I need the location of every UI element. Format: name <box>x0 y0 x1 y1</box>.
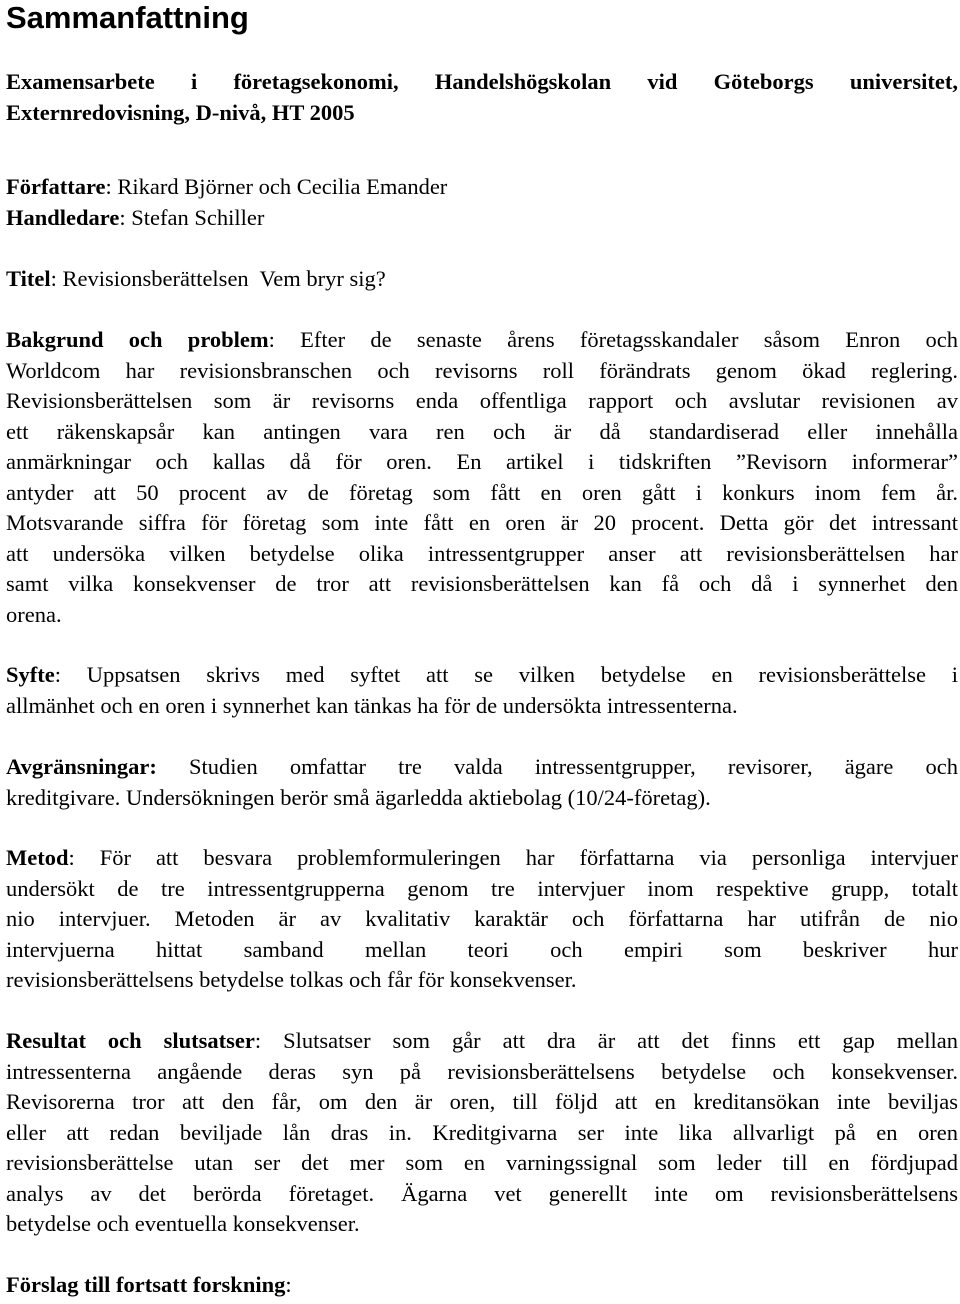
background-line: orena. <box>6 601 62 627</box>
purpose-label: Syfte <box>6 662 55 687</box>
further-research-section <box>6 1270 958 1301</box>
background-label: Bakgrund och problem <box>6 327 269 352</box>
purpose-line: allmänhet och en oren i synnerhet kan tänkas ha för de undersökta intressenterna. <box>6 692 738 718</box>
background-line: Revisionsberättelsen som är revisorns enda offentliga rapport och avslutar revisionen av <box>6 388 958 413</box>
purpose-line: Syfte: Uppsatsen skrivs med syftet att se vilken betydelse en revisionsberättelse i <box>6 662 958 687</box>
supervisor-row <box>6 203 958 234</box>
supervisor-label: Handledare <box>6 204 120 230</box>
background-line: antyder att 50 procent av de företag som fått en oren gått i konkurs inom fem år. <box>6 479 958 505</box>
titel-row <box>6 264 958 295</box>
background-line: att undersöka vilken betydelse olika intressentgrupper anser att revisionsberättelsen har <box>6 540 958 566</box>
delimitations-label: Avgränsningar: <box>6 754 157 779</box>
results-line: betydelse och eventuella konsekvenser. <box>6 1211 360 1236</box>
method-label: Metod <box>6 845 69 870</box>
results-line: intressenterna angående deras syn på revisionsberättelsens betydelse och konsekvenser. <box>6 1058 958 1084</box>
method-line: intervjuerna hittat samband mellan teori och empiri som beskriver hur <box>6 936 958 962</box>
background-line: Worldcom har revisionsbranschen och revisorns roll förändrats genom ökad reglering. <box>6 357 958 383</box>
background-line: ett räkenskapsår kan antingen vara ren och är då standardiserad eller innehålla <box>6 418 958 444</box>
delimitations-line: Avgränsningar: Studien omfattar tre valda intressentgrupper, revisorer, ägare och <box>6 754 958 779</box>
authors-row <box>6 172 958 203</box>
results-line: revisionsberättelse utan ser det mer som en varningssignal som leder till en fördjupad <box>6 1150 958 1175</box>
method-line: Metod: För att besvara problemformuleringen har författarna via personliga intervjuer <box>6 845 958 870</box>
background-line: samt vilka konsekvenser de tror att revisionsberättelsen kan få och då i synnerhet den <box>6 571 958 596</box>
supervisor-value: : Stefan Schiller <box>119 204 265 230</box>
course-line-2: Externredovisning, D-nivå, HT 2005 <box>6 99 355 125</box>
method-line: revisionsberättelsens betydelse tolkas och får för konsekvenser. <box>6 967 577 992</box>
authors-value: : Rikard Björner och Cecilia Emander <box>105 174 448 199</box>
background-section <box>6 325 958 630</box>
purpose-section <box>6 660 958 721</box>
results-line: eller att redan beviljade lån dras in. Kreditgivarna ser inte lika allvarligt på en oren <box>6 1119 958 1145</box>
results-line: Revisorerna tror att den får, om den är oren, till följd att en kreditansökan inte beviljas <box>6 1089 958 1114</box>
further-research-label: Förslag till fortsatt forskning <box>6 1272 286 1297</box>
background-line: Motsvarande siffra för företag som inte fått en oren är 20 procent. Detta gör det intressant <box>6 510 958 535</box>
titel-value: : Revisionsberättelsen Vem bryr sig? <box>50 266 386 291</box>
delimitations-section <box>6 752 958 813</box>
results-section <box>6 1026 958 1240</box>
course-info <box>6 67 958 128</box>
results-line: Resultat och slutsatser: Slutsatser som går att dra är att det finns ett gap mellan <box>6 1028 958 1053</box>
method-section <box>6 843 958 996</box>
background-line: Bakgrund och problem: Efter de senaste årens företagsskandaler såsom Enron och <box>6 327 958 352</box>
method-line: undersökt de tre intressentgrupperna genom tre intervjuer inom respektive grupp, totalt <box>6 875 958 901</box>
method-line: nio intervjuer. Metoden är av kvalitativ karaktär och författarna har utifrån de nio <box>6 906 958 931</box>
page-title: Sammanfattning <box>6 0 249 35</box>
further-research-value: : <box>285 1272 292 1297</box>
results-line: analys av det berörda företaget. Ägarna vet generellt inte om revisionsberättelsens <box>6 1180 958 1206</box>
results-label: Resultat och slutsatser <box>6 1028 255 1053</box>
delimitations-line: kreditgivare. Undersökningen berör små ägarledda aktiebolag (10/24-företag). <box>6 784 711 810</box>
authors-label: Författare <box>6 174 106 199</box>
author-info <box>6 172 958 233</box>
titel-label: Titel <box>6 266 51 291</box>
background-line: anmärkningar och kallas då för oren. En artikel i tidskriften ”Revisorn informerar” <box>6 449 958 474</box>
course-line-1: Examensarbete i företagsekonomi, Handelshögskolan vid Göteborgs universitet, <box>6 69 958 94</box>
